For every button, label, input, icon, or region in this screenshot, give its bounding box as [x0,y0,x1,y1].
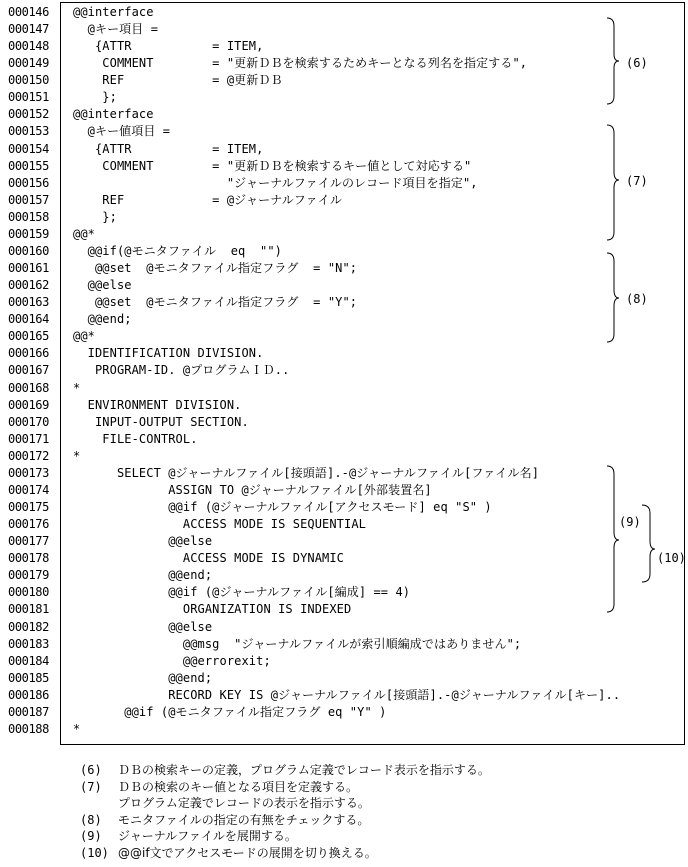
line-number: 000179 [8,568,49,583]
line-number: 000156 [8,175,49,190]
brace-10 [642,505,655,582]
code-line: REF = @ジャーナルファイル [73,192,342,207]
annotation-6: (6) [626,56,648,70]
brace-6 [607,18,619,104]
code-line: @キー項目 = [73,22,159,37]
line-number: 000151 [8,90,49,105]
annotation-7: (7) [626,174,648,188]
line-number: 000155 [8,158,49,173]
footnote-text: @@if文でアクセスモードの展開を切り換える。 [118,846,377,860]
code-line: PROGRAM-ID. @プログラムＩＤ.. [73,363,290,378]
line-number: 000175 [8,500,49,515]
code-line: @@if(@モニタファイル eq "") [73,243,282,258]
line-number: 000169 [8,397,49,412]
line-number: 000164 [8,312,49,327]
footnote-text: プログラム定義でレコードの表示を指示する。 [118,796,370,811]
code-line: @@else [73,278,132,293]
line-number: 000171 [8,431,49,446]
code-line: @@set @モニタファイル指定フラグ = "N"; [73,261,358,276]
code-line: @@set @モニタファイル指定フラグ = "Y"; [73,295,358,310]
code-line: @キー値項目 = [73,124,171,139]
line-number: 000177 [8,534,49,549]
line-number: 000153 [8,124,49,139]
annotation-9: (9) [619,515,641,529]
code-line: @@end; [73,568,213,583]
code-line: "ジャーナルファイルのレコード項目を指定", [73,175,478,190]
code-line: * [73,721,81,736]
line-number: 000173 [8,465,49,480]
code-line: ENVIRONMENT DIVISION. [73,397,242,412]
line-number: 000167 [8,363,49,378]
code-line: IDENTIFICATION DIVISION. [73,346,264,361]
line-number: 000183 [8,636,49,651]
code-line: @@else [73,534,213,549]
line-number: 000184 [8,653,49,668]
code-line: @@* [73,226,95,241]
code-line: RECORD KEY IS @ジャーナルファイル[接頭語].-@ジャーナルファイル[キー].. [73,687,621,702]
code-line: REF = @更新ＤＢ [73,73,283,88]
line-number: 000165 [8,329,49,344]
annotation-8: (8) [626,292,648,306]
brace-7 [607,125,619,240]
line-number: 000185 [8,670,49,685]
footnote-label: (6) [80,763,102,777]
code-line: {ATTR = ITEM, [73,141,264,156]
line-number: 000163 [8,295,49,310]
line-number: 000161 [8,261,49,276]
line-number: 000149 [8,56,49,71]
code-line: @@* [73,329,95,344]
line-number: 000159 [8,226,49,241]
code-line: COMMENT = "更新ＤＢを検索するキー値として対応する" [73,158,472,173]
line-number: 000180 [8,585,49,600]
line-number: 000170 [8,414,49,429]
footnote-text: ジャーナルファイルを展開する。 [118,829,297,844]
line-number: 000168 [8,380,49,395]
footnote-text: モニタファイルの指定の有無をチェックする。 [118,812,370,827]
line-number: 000146 [8,5,49,19]
code-line: * [73,448,81,463]
footnote-label: (8) [80,812,102,827]
code-line: SELECT @ジャーナルファイル[接頭語].-@ジャーナルファイル[ファイル名] [73,465,540,480]
code-line: COMMENT = "更新ＤＢを検索するためキーとなる列名を指定する", [73,56,528,71]
line-number: 000147 [8,22,49,37]
line-number: 000174 [8,482,49,497]
code-line: INPUT-OUTPUT SECTION. [73,414,249,429]
line-number: 000186 [8,687,49,702]
footnote-label: (9) [80,829,102,844]
code-line: ACCESS MODE IS SEQUENTIAL [73,517,366,532]
code-line: @@end; [73,312,132,327]
line-number: 000181 [8,602,49,617]
code-line: @@msg "ジャーナルファイルが索引順編成ではありません"; [73,636,522,651]
line-number: 000188 [8,721,49,736]
annotation-10: (10) [657,551,686,565]
line-number: 000182 [8,619,49,634]
line-number: 000160 [8,243,49,258]
code-line: ORGANIZATION IS INDEXED [73,602,352,617]
code-line: @@if (@ジャーナルファイル[アクセスモード] eq "S" ) [73,500,492,515]
line-number: 000152 [8,107,49,122]
code-line: @@if (@ジャーナルファイル[編成] == 4) [73,585,411,600]
line-number: 000176 [8,517,49,532]
code-line: @@interface [73,107,154,122]
code-line: @@else [73,619,213,634]
line-number: 000148 [8,39,49,54]
code-line: * [73,380,81,395]
line-number: 000158 [8,209,49,224]
line-number: 000172 [8,448,49,463]
line-number: 000150 [8,73,49,88]
brace-9 [607,466,619,612]
code-line: @@if (@モニタファイル指定フラグ eq "Y" ) [73,704,387,719]
code-line: @@interface [73,5,154,19]
code-line: {ATTR = ITEM, [73,39,264,54]
line-number: 000166 [8,346,49,361]
code-line: ASSIGN TO @ジャーナルファイル[外部装置名] [73,482,432,497]
line-number: 000187 [8,704,49,719]
code-line: @@end; [73,670,213,685]
line-number: 000154 [8,141,49,156]
footnote-label: (10) [80,846,109,860]
brace-8 [607,253,619,342]
code-line: @@errorexit; [73,653,271,668]
footnote-label: (7) [80,779,102,794]
line-number: 000162 [8,278,49,293]
line-number: 000157 [8,192,49,207]
footnote-text: ＤＢの検索のキー値となる項目を定義する。 [118,779,359,794]
line-number: 000178 [8,551,49,566]
code-line: FILE-CONTROL. [73,431,198,446]
code-line: }; [73,209,117,224]
footnote-text: ＤＢの検索キーの定義，プログラム定義でレコード表示を指示する。 [118,763,490,777]
code-line: ACCESS MODE IS DYNAMIC [73,551,345,566]
code-line: }; [73,90,117,105]
